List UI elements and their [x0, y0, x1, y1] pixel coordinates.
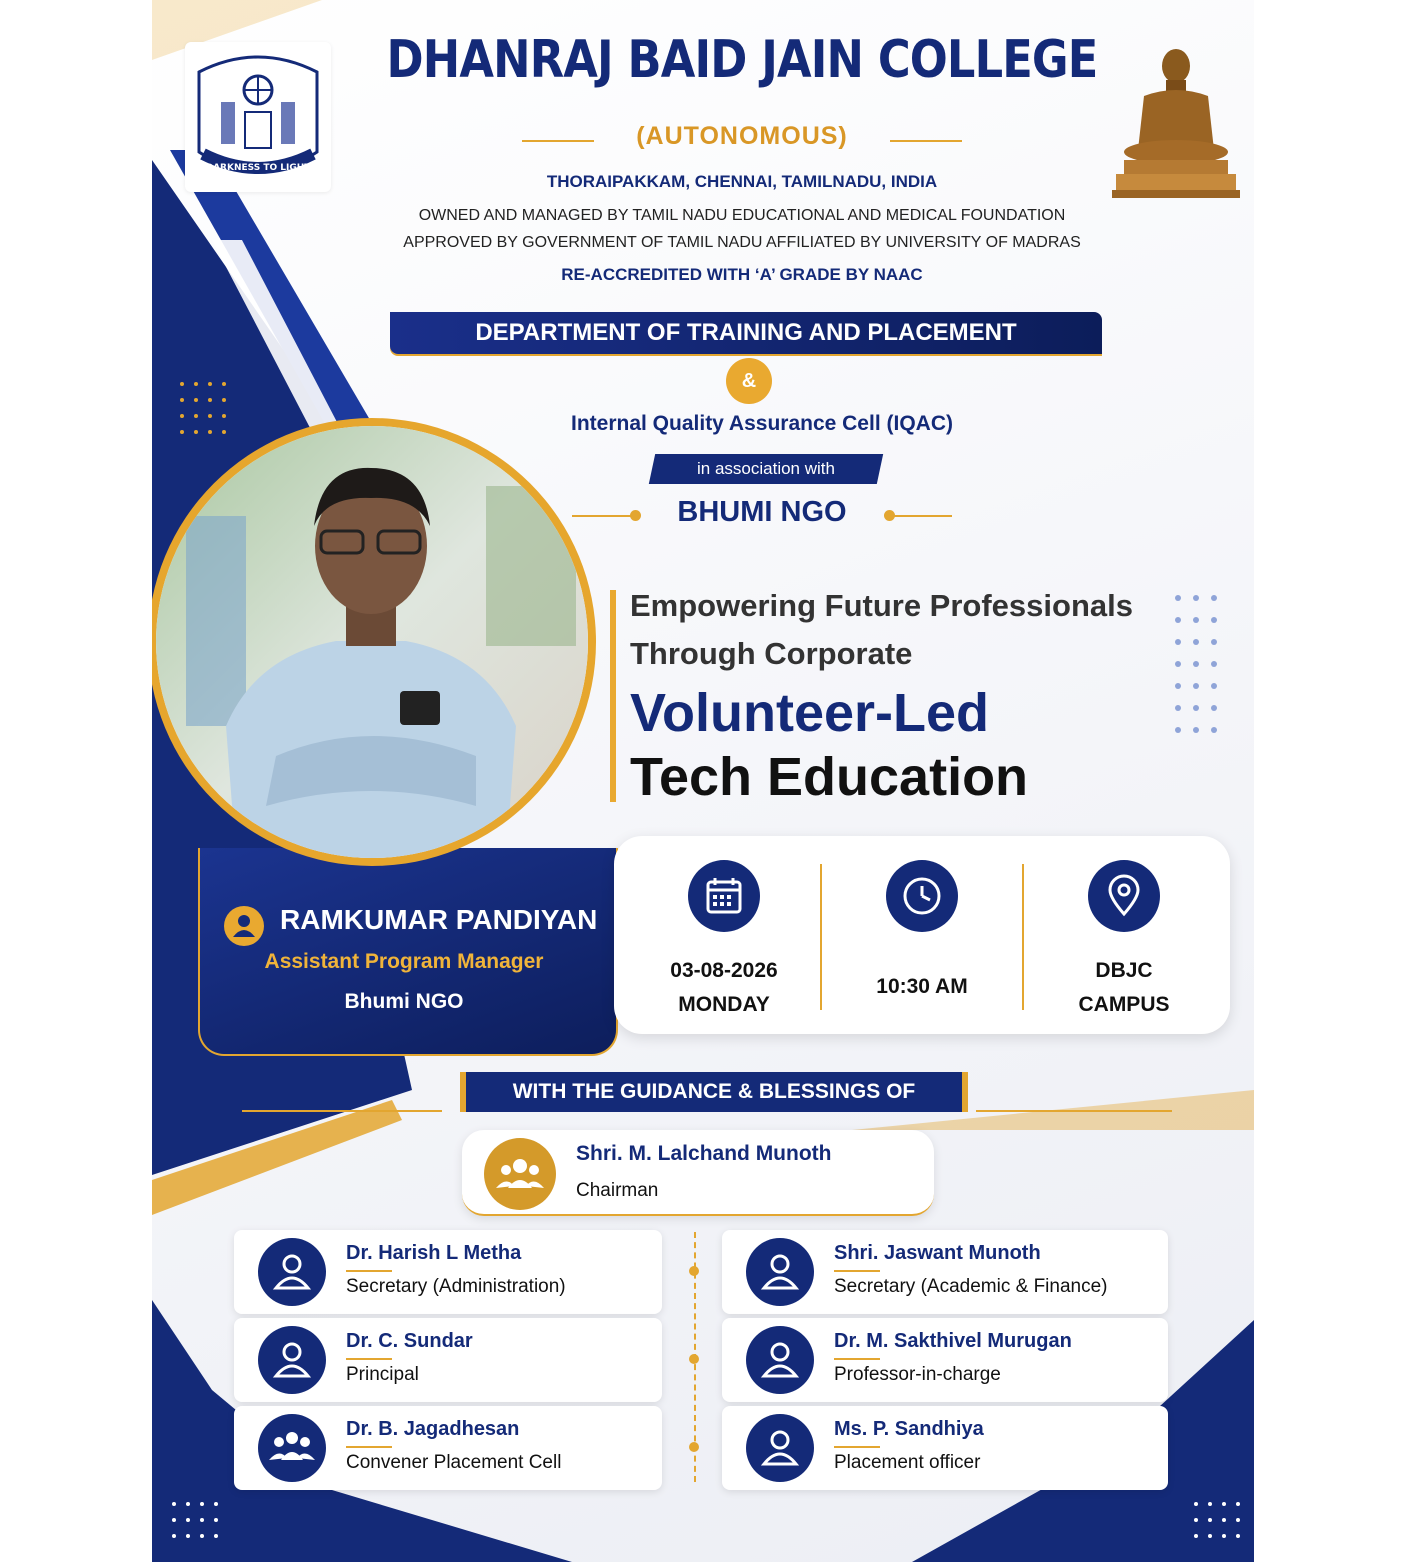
association-badge	[649, 454, 883, 484]
event-title-line2: Through Corporate	[630, 636, 913, 671]
divider-line	[890, 140, 962, 142]
calendar-icon	[688, 860, 760, 932]
speaker-photo	[152, 418, 596, 866]
accent-rule	[834, 1270, 880, 1272]
accreditation-line: RE-ACCREDITED WITH ‘A’ GRADE BY NAAC	[561, 265, 923, 284]
event-poster	[152, 0, 1254, 1562]
group-icon	[258, 1414, 326, 1482]
event-venue-block	[1024, 954, 1224, 1022]
person-title: Secretary (Administration)	[346, 1276, 566, 1297]
statue-image	[1110, 40, 1242, 198]
divider-line	[892, 515, 952, 517]
venue-line1: DBJC	[1095, 959, 1153, 982]
speaker-photo-image	[156, 426, 588, 858]
person-title: Professor-in-charge	[834, 1364, 1001, 1385]
location-pin-icon	[1088, 860, 1160, 932]
person-icon	[746, 1326, 814, 1394]
divider-line	[976, 1110, 1172, 1112]
divider-line	[522, 140, 594, 142]
person-title: Convener Placement Cell	[346, 1452, 562, 1473]
title-accent-bar	[610, 590, 616, 802]
person-name: Dr. Harish L Metha	[346, 1242, 522, 1264]
venue-column	[1024, 836, 1224, 1034]
ampersand-badge: &	[726, 358, 772, 404]
date-column	[624, 836, 824, 1034]
person-name: Dr. B. Jagadhesan	[346, 1418, 520, 1440]
accent-rule	[346, 1358, 392, 1360]
person-name: Dr. M. Sakthivel Murugan	[834, 1330, 1072, 1352]
speaker-name: RAMKUMAR PANDIYAN	[280, 904, 598, 935]
dot-grid-bottom-left	[170, 1500, 222, 1544]
event-title-line3: Tech Education	[630, 747, 1029, 807]
event-day: MONDAY	[678, 993, 770, 1016]
chairman-card	[462, 1130, 934, 1216]
person-card	[234, 1406, 662, 1490]
iqac-label: Internal Quality Assurance Cell (IQAC)	[571, 412, 953, 435]
person-name: Dr. C. Sundar	[346, 1330, 473, 1352]
person-name: Shri. Jaswant Munoth	[834, 1242, 1041, 1264]
guidance-banner: WITH THE GUIDANCE & BLESSINGS OF	[460, 1072, 968, 1112]
time-column	[822, 836, 1022, 1034]
divider-line	[242, 1110, 442, 1112]
clock-icon	[886, 860, 958, 932]
person-card	[234, 1318, 662, 1402]
venue-line2: CAMPUS	[1078, 993, 1170, 1016]
ownership-line: OWNED AND MANAGED BY TAMIL NADU EDUCATIONAL AND MEDICAL FOUNDATION	[418, 207, 1066, 224]
dot-grid-left	[178, 380, 230, 450]
college-name: DHANRAJ BAID JAIN COLLEGE	[386, 30, 1098, 90]
department-banner: DEPARTMENT OF TRAINING AND PLACEMENT	[390, 312, 1102, 354]
person-icon	[746, 1414, 814, 1482]
speaker-role: Assistant Program Manager	[264, 950, 544, 973]
person-card	[234, 1230, 662, 1314]
accent-rule	[834, 1446, 880, 1448]
dot-grid-right	[1172, 592, 1222, 738]
group-icon	[484, 1138, 556, 1210]
accent-rule	[346, 1270, 392, 1272]
dot-grid-bottom-right	[1192, 1500, 1244, 1544]
college-location: THORAIPAKKAM, CHENNAI, TAMILNADU, INDIA	[546, 172, 938, 191]
divider-dot	[689, 1354, 699, 1364]
event-title-intro	[630, 582, 1133, 678]
event-title-line1: Empowering Future Professionals	[630, 588, 1133, 623]
college-logo	[185, 42, 331, 192]
approval-line: APPROVED BY GOVERNMENT OF TAMIL NADU AFFILIATED BY UNIVERSITY OF MADRAS	[403, 234, 1081, 251]
autonomous-row	[522, 120, 962, 160]
accent-rule	[346, 1446, 392, 1448]
person-card	[722, 1318, 1168, 1402]
person-title: Placement officer	[834, 1452, 981, 1473]
event-date-block	[624, 954, 824, 1022]
association-label: in association with	[697, 459, 835, 478]
speaker-card	[198, 848, 618, 1056]
chairman-name: Shri. M. Lalchand Munoth	[576, 1142, 832, 1165]
guidance-banner-row	[242, 1072, 1172, 1116]
person-icon	[258, 1238, 326, 1306]
person-title: Secretary (Academic & Finance)	[834, 1276, 1108, 1297]
divider-dot	[689, 1266, 699, 1276]
person-card	[722, 1230, 1168, 1314]
person-icon	[258, 1326, 326, 1394]
event-date: 03-08-2026	[670, 959, 778, 982]
person-icon	[746, 1238, 814, 1306]
person-name: Ms. P. Sandhiya	[834, 1418, 984, 1440]
event-title-highlight: Volunteer-Led	[630, 683, 990, 743]
person-title: Principal	[346, 1364, 419, 1385]
autonomous-label: (AUTONOMOUS)	[636, 122, 848, 150]
person-card	[722, 1406, 1168, 1490]
chairman-title: Chairman	[576, 1180, 659, 1201]
divider-dot	[689, 1442, 699, 1452]
divider-line	[572, 515, 632, 517]
user-icon	[224, 906, 264, 946]
logo-motto: DARKNESS TO LIGHT	[205, 163, 311, 173]
partner-row	[572, 496, 952, 536]
accent-rule	[834, 1358, 880, 1360]
speaker-organization: Bhumi NGO	[344, 990, 464, 1013]
event-time: 10:30 AM	[876, 975, 968, 998]
event-info-card	[614, 836, 1230, 1034]
divider-dot	[630, 510, 641, 521]
partner-name: BHUMI NGO	[677, 496, 847, 528]
